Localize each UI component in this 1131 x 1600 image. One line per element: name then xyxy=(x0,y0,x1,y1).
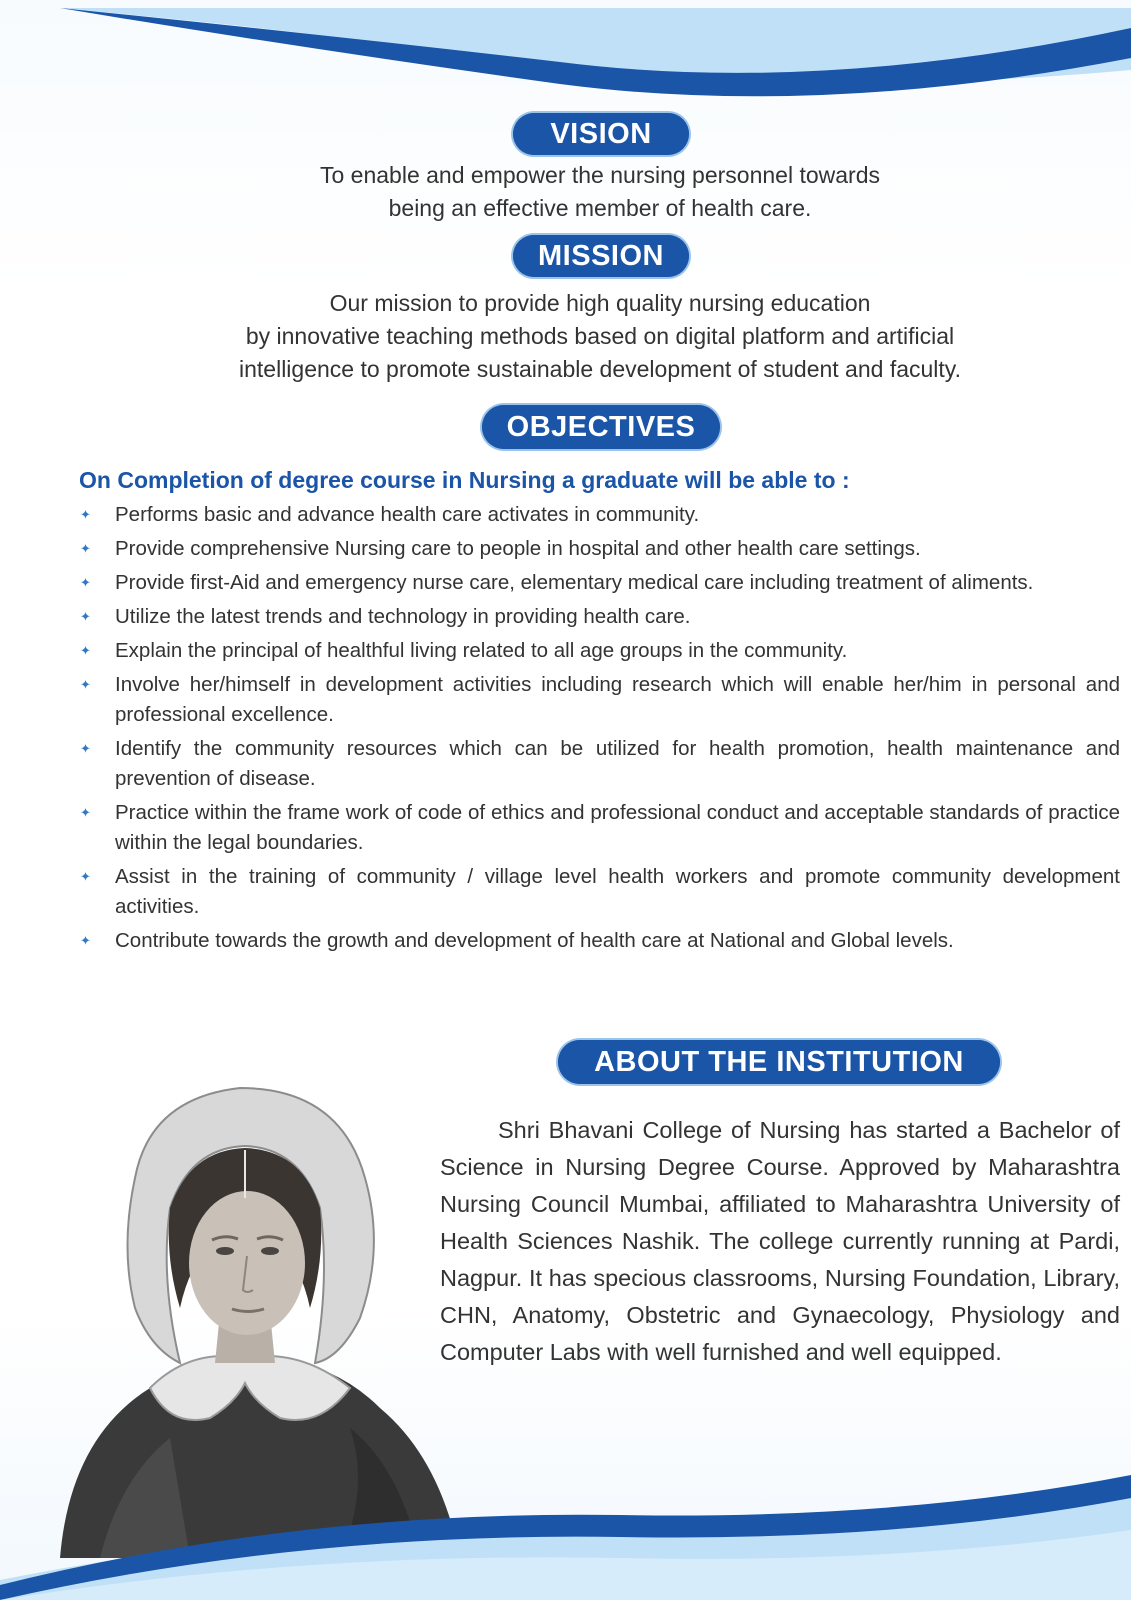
list-item xyxy=(78,798,1120,858)
bottom-wave-decoration xyxy=(0,1460,1131,1600)
diamond-bullet-icon: ✦ xyxy=(80,507,91,522)
list-item xyxy=(78,862,1120,922)
mission-line: Our mission to provide high quality nursing education xyxy=(329,290,871,316)
objective-text: Performs basic and advance health care activates in community. xyxy=(115,503,700,526)
vision-line: being an effective member of health care. xyxy=(388,195,812,221)
list-item xyxy=(78,534,1120,564)
objective-text: Contribute towards the growth and development of health care at National and Global levels. xyxy=(115,929,954,952)
mission-text xyxy=(120,287,1080,386)
list-item xyxy=(78,926,1120,956)
diamond-bullet-icon: ✦ xyxy=(80,741,91,756)
list-item xyxy=(78,602,1120,632)
diamond-bullet-icon: ✦ xyxy=(80,575,91,590)
list-item xyxy=(78,500,1120,530)
list-item xyxy=(78,670,1120,730)
objective-text: Practice within the frame work of code of ethics and professional conduct and acceptable standards of practice within the legal boundaries. xyxy=(115,801,1120,854)
objective-text: Explain the principal of healthful living related to all age groups in the community. xyxy=(115,639,848,662)
list-item xyxy=(78,568,1120,598)
mission-line: by innovative teaching methods based on digital platform and artificial xyxy=(245,323,955,349)
diamond-bullet-icon: ✦ xyxy=(80,643,91,658)
mission-heading: MISSION xyxy=(513,235,689,277)
objective-text: Provide comprehensive Nursing care to people in hospital and other health care settings. xyxy=(115,537,921,560)
about-heading: ABOUT THE INSTITUTION xyxy=(558,1040,1000,1084)
diamond-bullet-icon: ✦ xyxy=(80,609,91,624)
objectives-list xyxy=(78,500,1120,960)
list-item xyxy=(78,734,1120,794)
diamond-bullet-icon: ✦ xyxy=(80,933,91,948)
objective-text: Provide first-Aid and emergency nurse care, elementary medical care including treatment of aliments. xyxy=(115,571,1034,594)
objectives-heading: OBJECTIVES xyxy=(482,405,720,449)
list-item xyxy=(78,636,1120,666)
about-text: Shri Bhavani College of Nursing has started a Bachelor of Science in Nursing Degree Course. Approved by Maharashtra Nursing Council Mumbai, affiliated to Maharashtra University of Health Sciences Nashik. The college currently running at Pardi, Nagpur. It has specious classrooms, Nursing Foundation, Library, CHN, Anatomy, Obstetric and Gynaecology, Physiology and Computer Labs with well furnished and well equipped. xyxy=(440,1117,1120,1365)
diamond-bullet-icon: ✦ xyxy=(80,677,91,692)
diamond-bullet-icon: ✦ xyxy=(80,805,91,820)
diamond-bullet-icon: ✦ xyxy=(80,869,91,884)
vision-heading: VISION xyxy=(513,113,689,155)
objective-text: Assist in the training of community / village level health workers and promote community development activities. xyxy=(115,865,1120,918)
objectives-intro: On Completion of degree course in Nursing a graduate will be able to : xyxy=(79,467,850,493)
objective-text: Involve her/himself in development activities including research which will enable her/him in personal and professional excellence. xyxy=(115,673,1120,726)
mission-line: intelligence to promote sustainable development of student and faculty. xyxy=(239,356,961,382)
objective-text: Identify the community resources which can be utilized for health promotion, health maintenance and prevention of disease. xyxy=(115,737,1120,790)
vision-line: To enable and empower the nursing personnel towards xyxy=(319,162,881,188)
vision-text xyxy=(120,159,1080,225)
diamond-bullet-icon: ✦ xyxy=(80,541,91,556)
objective-text: Utilize the latest trends and technology in providing health care. xyxy=(115,605,691,628)
top-wave-decoration xyxy=(0,0,1131,110)
